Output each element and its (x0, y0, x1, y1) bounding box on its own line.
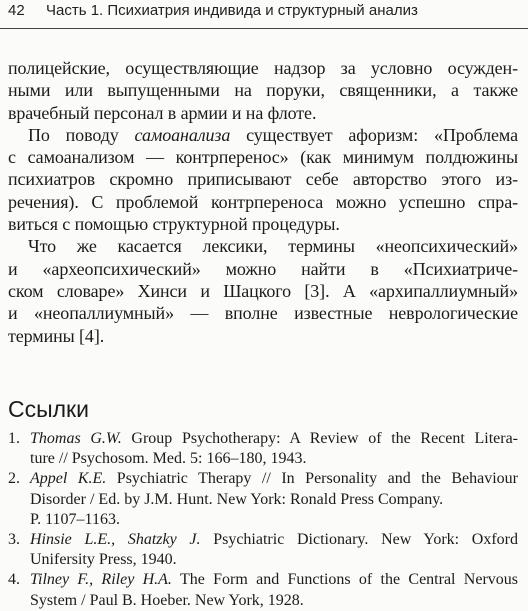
reference-number: 1. (8, 430, 20, 447)
reference-line: ture // Psychosom. Med. 5: 166–180, 1943. (30, 450, 307, 468)
reference-author: Tilney F., Riley H.A. (30, 571, 172, 589)
header-rule (0, 28, 528, 29)
reference-text: The Form and Functions of the Central Nervous (171, 571, 519, 589)
text-line: врачебный персонал в армии и на флоте. (8, 102, 317, 123)
body-text (8, 57, 518, 347)
emphasis: самоанализа (134, 124, 231, 145)
reference-text: Psychiatric Dictionary. New York: Oxford (200, 531, 519, 549)
reference-author: Hinsie L.E., Shatzky J. (30, 531, 201, 549)
reference-author: Thomas G.W. (30, 430, 122, 447)
reference-item (8, 429, 518, 469)
text-fragment: существует афоризм: «Проблема (230, 124, 518, 145)
reference-line (8, 469, 518, 489)
reference-author: Appel K.E. (30, 470, 107, 488)
text-line: и «неопаллиумный» — вполне известные неврологические (8, 303, 518, 324)
reference-item (8, 530, 518, 570)
reference-line: P. 1107–1163. (30, 510, 120, 528)
page-number: 42 (8, 2, 25, 19)
paragraph-3 (8, 235, 518, 346)
reference-line (8, 570, 518, 590)
paragraph-2 (8, 124, 518, 235)
text-line (8, 124, 518, 146)
reference-line: Unifersity Press, 1940. (30, 551, 177, 569)
reference-item (8, 469, 518, 530)
reference-item (8, 570, 518, 610)
reference-line: Disorder / Ed. by J.M. Hunt. New York: Ronald Press Company. (30, 490, 444, 508)
section-heading: Ссылки (8, 396, 89, 422)
page-header (0, 0, 528, 34)
text-fragment: По поводу (28, 124, 135, 145)
reference-line (8, 429, 518, 449)
text-line: с самоанализом — контрперенос» (как минимум полдюжины (8, 147, 518, 168)
text-line: психиатров скромно приписывают себе авторство этого из- (8, 169, 518, 190)
reference-text: Psychiatric Therapy // In Personality and the Behaviour (106, 470, 518, 488)
text-line: речения). С проблемой контрпереноса можно успешно спра- (8, 191, 518, 212)
reference-line (8, 530, 518, 550)
text-line: Что же касается лексики, термины «неопсихический» (28, 236, 518, 257)
running-title: Часть 1. Психиатрия индивида и структурный анализ (46, 2, 418, 19)
reference-list (8, 429, 518, 611)
text-line: и «археопсихический» можно найти в «Психиатриче- (8, 258, 518, 279)
reference-line: System / Paul B. Hoeber. New York, 1928. (30, 591, 304, 609)
reference-number: 4. (8, 571, 20, 589)
reference-text: Group Psychotherapy: A Review of the Recent Litera- (121, 430, 519, 447)
reference-number: 2. (8, 470, 20, 488)
text-line: термины [4]. (8, 325, 105, 346)
reference-number: 3. (8, 531, 20, 549)
paragraph-1 (8, 57, 518, 124)
text-line: ском словаре» Хинси и Шацкого [3]. А «архипаллиумный» (8, 280, 518, 301)
text-line: полицейские, осуществляющие надзор за условно осужден- (8, 58, 518, 78)
text-line: ными или выпущенными на поруки, священники, а также (8, 80, 518, 101)
text-line: виться с помощью структурной процедуры. (8, 214, 340, 235)
